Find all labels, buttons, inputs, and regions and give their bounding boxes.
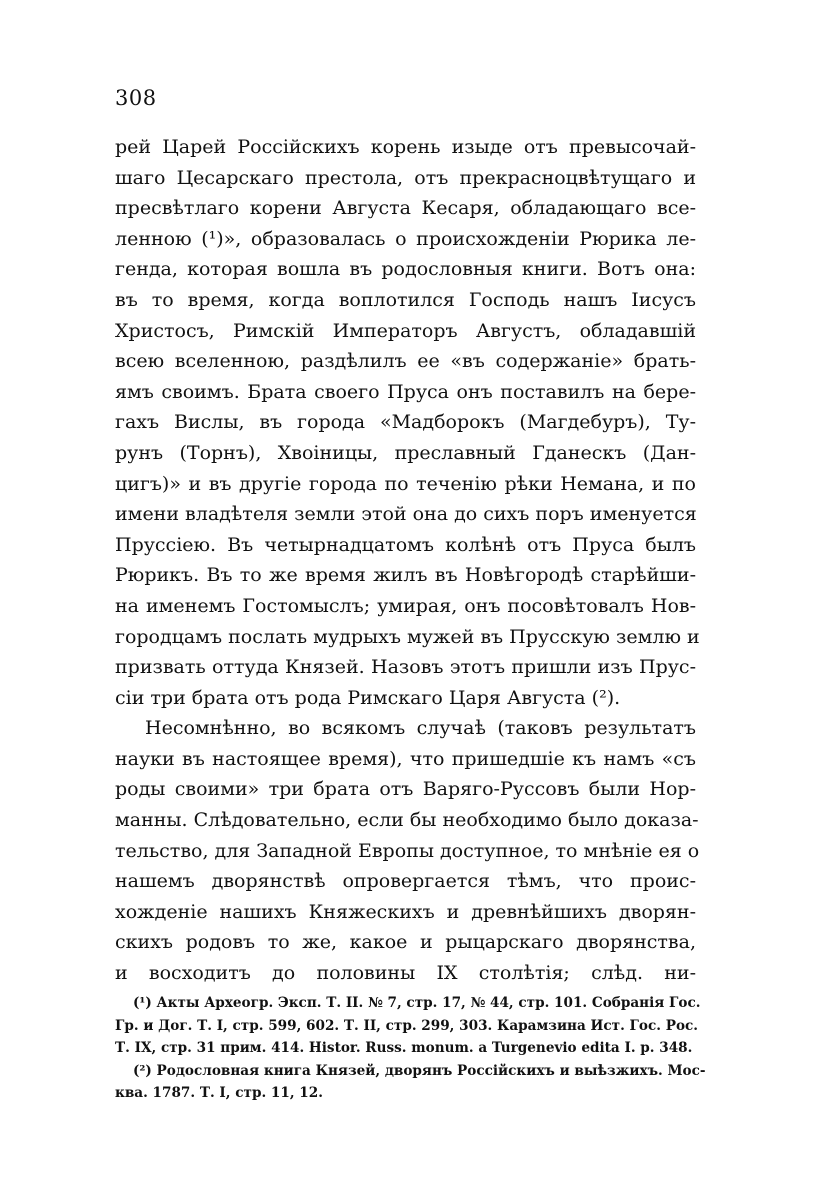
footnote-1 bbox=[115, 992, 701, 1060]
paragraph-2 bbox=[115, 713, 700, 988]
body-text bbox=[115, 132, 700, 989]
paragraph-1 bbox=[115, 132, 700, 713]
footnote-line: (¹) Акты Археогр. Эксп. Т. II. № 7, стр. 17, № 44, стр. 101. Собранія Гос. bbox=[133, 995, 701, 1011]
text-line: хожденіе нашихъ Княжескихъ и древнѣйшихъ дворян- bbox=[115, 900, 696, 923]
text-line: всею вселенною, раздѣлилъ ее «въ содержаніе» брать- bbox=[115, 350, 696, 373]
text-line: сіи три брата отъ рода Римскаго Царя Августа (²). bbox=[115, 686, 621, 709]
text-line: имени владѣтеля земли этой она до сихъ поръ именуется bbox=[115, 503, 697, 526]
text-line: призвать оттуда Князей. Назовъ этотъ пришли изъ Прус- bbox=[115, 656, 696, 679]
text-line: Рюрикъ. Въ то же время жилъ въ Новѣгородѣ старѣйши- bbox=[115, 564, 696, 587]
text-line: нашемъ дворянствѣ опровергается тѣмъ, что проис- bbox=[115, 870, 696, 893]
text-line: пресвѣтлаго корени Августа Кесаря, обладающаго все- bbox=[115, 197, 696, 220]
footnote-line: (²) Родословная книга Князей, дворянъ Россійскихъ и выѣзжихъ. Мос- bbox=[133, 1062, 706, 1079]
text-line: цигъ)» и въ другіе города по теченію рѣки Немана, и по bbox=[115, 472, 696, 495]
footnote-line: Гр. и Дог. Т. I, стр. 599, 602. Т. II, стр. 299, 303. Карамзина Ист. Гос. Рос. bbox=[115, 1017, 699, 1034]
text-line: рунъ (Торнъ), Хвоiницы, преславный Гданескъ (Дан- bbox=[115, 441, 696, 464]
text-line: Христосъ, Римскій Императоръ Августъ, обладавшій bbox=[115, 319, 696, 342]
text-line: ямъ своимъ. Брата своего Пруса онъ поставилъ на бере- bbox=[115, 380, 696, 403]
text-line: городцамъ послать мудрыхъ мужей въ Прусскую землю и bbox=[115, 625, 700, 648]
text-line: скихъ родовъ то же, какое и рыцарскаго дворянства, bbox=[115, 931, 696, 954]
text-line: шаго Цесарскаго престола, отъ прекрасноцвѣтущаго и bbox=[115, 166, 696, 189]
text-line: гахъ Вислы, въ города «Мадборокъ (Магдебуръ), Ту- bbox=[115, 411, 696, 434]
text-line: роды своими» три брата отъ Варяго-Руссовъ были Нор- bbox=[115, 778, 696, 801]
text-line: и восходитъ до половины IX столѣтія; слѣд. ни- bbox=[115, 962, 696, 985]
text-line: науки въ настоящее время), что пришедшіе къ намъ «съ bbox=[115, 747, 696, 770]
text-line: Несомнѣнно, во всякомъ случаѣ (таковъ результатъ bbox=[145, 717, 696, 740]
footnote-2 bbox=[115, 1060, 706, 1105]
text-line: манны. Слѣдовательно, если бы необходимо было доказа- bbox=[115, 809, 699, 832]
text-line: въ то время, когда воплотился Господь нашъ Іисусъ bbox=[115, 288, 696, 311]
text-line: на именемъ Гостомыслъ; умирая, онъ посовѣтовалъ Нов- bbox=[115, 594, 696, 617]
text-line: рей Царей Россійскихъ корень изыде отъ превысочай- bbox=[115, 136, 696, 158]
page-number: 308 bbox=[115, 86, 157, 110]
footnote-line: Т. IX, стр. 31 прим. 414. Histor. Russ. monum. a Turgenevio edita I. p. 348. bbox=[115, 1040, 693, 1056]
text-line: тельство, для Западной Европы доступное, то мнѣніе ея о bbox=[115, 839, 700, 862]
text-line: генда, которая вошла въ родословныя книги. Вотъ она: bbox=[115, 258, 696, 281]
text-line: ленною (¹)», образовалась о происхожденіи Рюрика ле- bbox=[115, 227, 696, 250]
footnote-line: ква. 1787. Т. I, стр. 11, 12. bbox=[115, 1085, 323, 1101]
footnotes bbox=[115, 992, 706, 1105]
text-line: Пруссіею. Въ четырнадцатомъ колѣнѣ отъ Пруса былъ bbox=[115, 533, 696, 556]
